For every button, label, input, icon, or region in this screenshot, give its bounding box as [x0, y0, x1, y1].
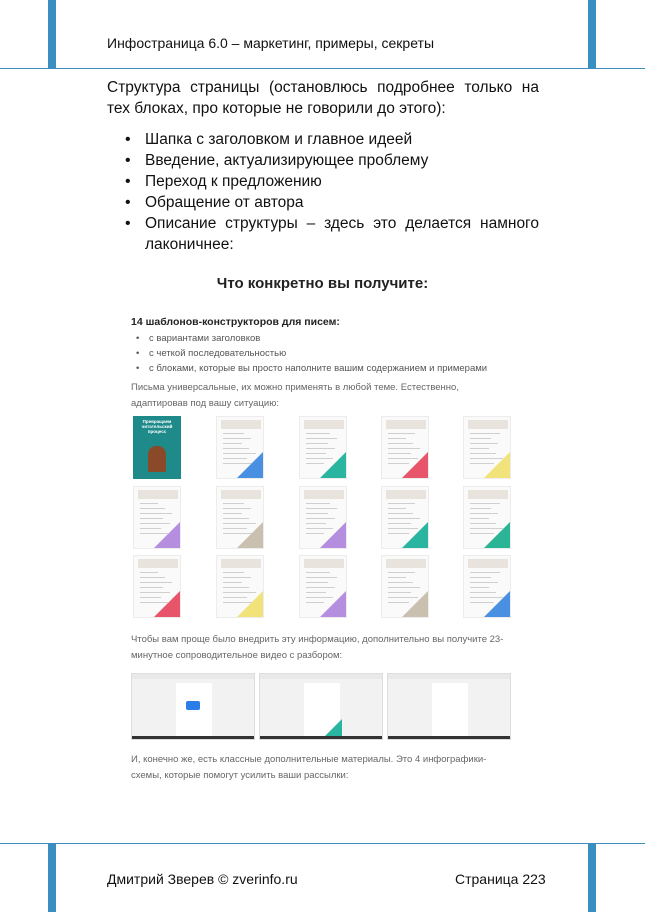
thumbnail-text-line	[306, 572, 330, 573]
thumbnail-text-line	[388, 577, 406, 578]
thumbnail-text-line	[306, 503, 330, 504]
list-item: • с вариантами заголовков	[131, 331, 487, 346]
thumbnail-corner-triangle	[320, 522, 346, 548]
template-thumbnail	[463, 555, 511, 618]
thumbnail-header	[221, 420, 261, 429]
thumbnail-text-line	[223, 587, 249, 588]
thumbnail-corner-triangle	[402, 452, 428, 478]
thumbnail-corner-triangle	[484, 452, 510, 478]
play-icon[interactable]	[186, 701, 200, 710]
thumbnail-header	[386, 420, 426, 429]
thumbnail-text-line	[223, 438, 251, 439]
video-progress-bar	[132, 736, 254, 739]
thumbnail-text-line	[306, 577, 337, 578]
thumbnail-header	[221, 490, 261, 499]
list-item: • Шапка с заголовком и главное идеей	[107, 129, 539, 150]
thumbnail-text-line	[470, 587, 489, 588]
thumbnail-text-line	[388, 587, 420, 588]
thumbnail-text-line	[140, 518, 163, 519]
embed-paragraph-2: Чтобы вам проще было внедрить эту информацию, дополнительно вы получите 23-минутное сопроводительное видео с разбором:	[131, 634, 504, 661]
thumbnail-header	[304, 559, 344, 568]
thumbnail-text-line	[223, 518, 249, 519]
video-toolbar	[260, 674, 382, 679]
template-thumbnail-grid	[131, 414, 513, 624]
thumbnail-text-line	[388, 503, 415, 504]
thumbnail-corner-triangle	[402, 591, 428, 617]
template-thumbnail	[216, 416, 264, 479]
thumbnail-text-line	[388, 513, 413, 514]
thumbnail-text-line	[470, 448, 489, 449]
thumbnail-header	[468, 559, 508, 568]
header-rule	[0, 68, 645, 69]
thumbnail-text-line	[470, 433, 500, 434]
thumbnail-text-line	[140, 587, 163, 588]
thumbnail-text-line	[470, 572, 500, 573]
list-item: • с четкой последовательностью	[131, 346, 487, 361]
thumbnail-header	[468, 490, 508, 499]
thumbnail-corner-triangle	[320, 591, 346, 617]
thumbnail-text-line	[306, 508, 337, 509]
thumbnail-text-line	[140, 577, 165, 578]
thumbnail-text-line	[223, 503, 244, 504]
thumbnail-text-line	[223, 433, 244, 434]
thumbnail-text-line	[140, 572, 158, 573]
right-border-bar-top	[588, 0, 596, 68]
video-page-preview	[176, 683, 212, 739]
thumbnail-text-line	[470, 438, 491, 439]
template-thumbnail	[216, 555, 264, 618]
thumbnail-text-line	[470, 582, 498, 583]
thumbnail-text-line	[470, 518, 489, 519]
thumbnail-text-line	[306, 518, 335, 519]
thumbnail-corner-triangle	[484, 522, 510, 548]
thumbnail-text-line	[306, 443, 328, 444]
thumbnail-corner-triangle	[237, 452, 263, 478]
thumbnail-text-line	[306, 587, 335, 588]
thumbnail-text-line	[388, 438, 406, 439]
thumbnail-corner-triangle	[484, 591, 510, 617]
thumbnail-text-line	[388, 448, 420, 449]
video-progress-bar	[260, 736, 382, 739]
structure-list	[107, 129, 539, 255]
list-item: • Описание структуры – здесь это делается намного лаконичнее:	[107, 213, 539, 255]
video-progress-bar	[388, 736, 510, 739]
thumbnail-text-line	[306, 438, 337, 439]
video-thumbnail[interactable]	[259, 673, 383, 740]
thumbnail-text-line	[470, 508, 491, 509]
thumbnail-header	[468, 420, 508, 429]
video-thumbnails	[131, 673, 512, 740]
thumbnail-text-line	[306, 448, 335, 449]
thumbnail-text-line	[388, 518, 420, 519]
left-border-bar-bottom	[48, 843, 56, 912]
thumbnail-corner-triangle	[237, 591, 263, 617]
thumbnail-corner-triangle	[154, 522, 180, 548]
thumbnail-text-line	[470, 577, 491, 578]
page-corner-triangle	[324, 719, 342, 737]
video-page-preview	[432, 683, 468, 739]
thumbnail-text-line	[140, 508, 165, 509]
thumbnail-header	[304, 490, 344, 499]
embed-paragraph-1: Письма универсальные, их можно применять в любой теме. Естественно, адаптировав под вашу ситуацию:	[131, 382, 459, 409]
template-thumbnail	[381, 555, 429, 618]
thumbnail-text-line	[223, 508, 251, 509]
thumbnail-corner-triangle	[320, 452, 346, 478]
template-thumbnail	[381, 486, 429, 549]
thumbnail-text-line	[388, 443, 413, 444]
thumbnail-text-line	[140, 513, 172, 514]
ebook-cover-figure	[148, 446, 166, 472]
embed-subtitle: 14 шаблонов-конструкторов для писем:	[131, 316, 340, 328]
video-thumbnail[interactable]	[131, 673, 255, 740]
thumbnail-header	[304, 420, 344, 429]
intro-paragraph: Структура страницы (остановлюсь подробнее только на тех блоках, про которые не говорили до этого):	[107, 79, 539, 117]
list-item: • Переход к предложению	[107, 171, 539, 192]
thumbnail-corner-triangle	[402, 522, 428, 548]
thumbnail-corner-triangle	[154, 591, 180, 617]
template-thumbnail	[299, 486, 347, 549]
template-thumbnail	[299, 416, 347, 479]
thumbnail-text-line	[223, 572, 244, 573]
video-toolbar	[132, 674, 254, 679]
left-border-bar-top	[48, 0, 56, 68]
footer-author: Дмитрий Зверев © zverinfo.ru	[107, 871, 298, 887]
page-header-title: Инфостраница 6.0 – маркетинг, примеры, секреты	[107, 35, 435, 51]
template-thumbnail	[299, 555, 347, 618]
template-thumbnail	[216, 486, 264, 549]
list-item: • с блоками, которые вы просто наполните вашим содержанием и примерами	[131, 361, 487, 376]
thumbnail-header	[138, 559, 178, 568]
template-thumbnail	[133, 486, 181, 549]
footer-rule	[0, 843, 645, 844]
thumbnail-header	[138, 490, 178, 499]
ebook-cover-title: Превращаем читательский процесс	[141, 419, 173, 434]
list-item: • Введение, актуализирующее проблему	[107, 150, 539, 171]
thumbnail-text-line	[470, 513, 498, 514]
ebook-cover-image	[133, 416, 181, 479]
thumbnail-text-line	[470, 443, 498, 444]
thumbnail-header	[386, 559, 426, 568]
thumbnail-header	[386, 490, 426, 499]
template-thumbnail	[463, 486, 511, 549]
thumbnail-text-line	[388, 508, 406, 509]
thumbnail-text-line	[306, 582, 328, 583]
right-border-bar-bottom	[588, 843, 596, 912]
thumbnail-text-line	[223, 443, 242, 444]
thumbnail-text-line	[140, 582, 172, 583]
thumbnail-text-line	[223, 448, 249, 449]
embed-title: Что конкретно вы получите:	[216, 275, 429, 292]
thumbnail-text-line	[388, 582, 413, 583]
template-thumbnail	[463, 416, 511, 479]
thumbnail-text-line	[223, 513, 242, 514]
thumbnail-text-line	[388, 572, 415, 573]
thumbnail-text-line	[223, 577, 251, 578]
video-thumbnail[interactable]	[387, 673, 511, 740]
thumbnail-header	[221, 559, 261, 568]
embed-bullet-list	[131, 331, 487, 376]
video-toolbar	[388, 674, 510, 679]
embed-paragraph-3: И, конечно же, есть классные дополнительные материалы. Это 4 инфографики-схемы, которые помогут усилить ваши рассылки:	[131, 754, 487, 781]
thumbnail-text-line	[388, 433, 415, 434]
thumbnail-corner-triangle	[237, 522, 263, 548]
template-thumbnail	[133, 555, 181, 618]
thumbnail-text-line	[306, 433, 330, 434]
thumbnail-text-line	[140, 503, 158, 504]
thumbnail-text-line	[223, 582, 242, 583]
thumbnail-text-line	[470, 503, 500, 504]
template-thumbnail	[381, 416, 429, 479]
footer-page-number: Страница 223	[455, 871, 546, 887]
thumbnail-text-line	[306, 513, 328, 514]
list-item: • Обращение от автора	[107, 192, 539, 213]
